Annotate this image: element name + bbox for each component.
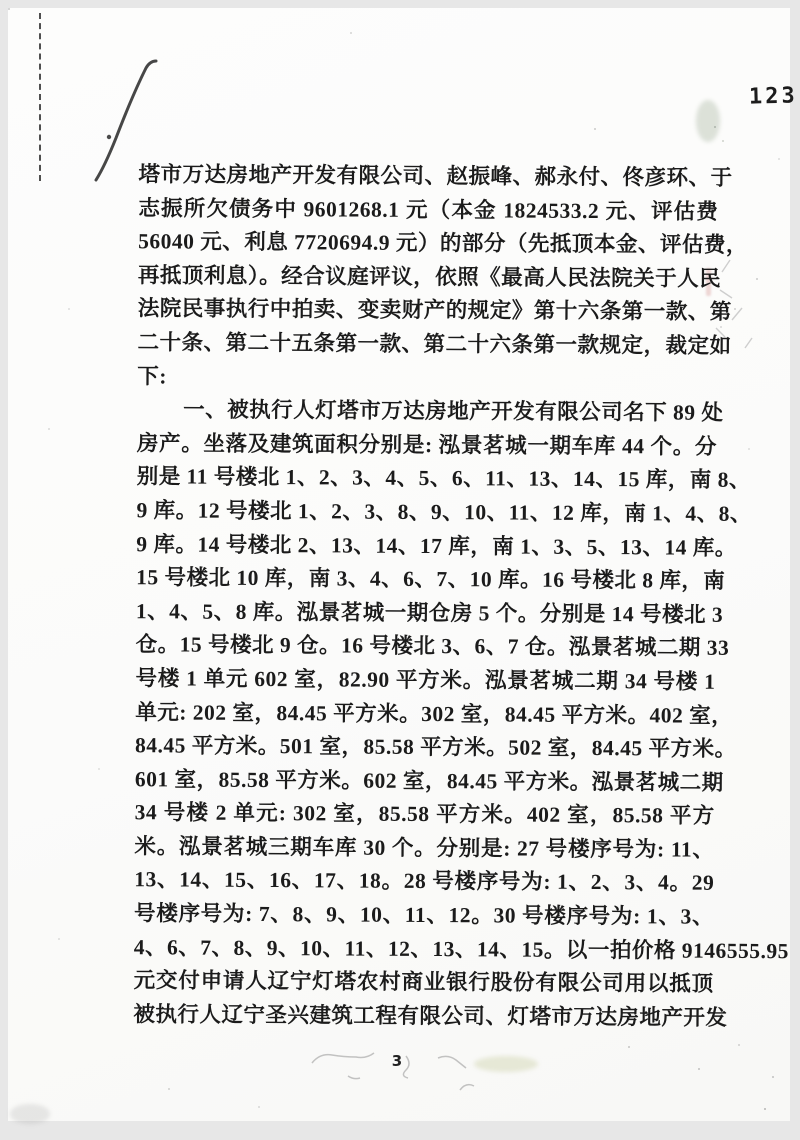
text-block	[133, 158, 789, 1035]
text-line: 9 库。12 号楼北 1、2、3、8、9、10、11、12 库，南 1、4、8、	[136, 498, 753, 526]
text-line: 号楼序号为: 7、8、9、10、11、12。30 号楼序号为: 1、3、	[133, 901, 715, 929]
text-line: 15 号楼北 10 库，南 3、4、6、7、10 库。16 号楼北 8 库，南	[136, 565, 726, 593]
yellow-green-smudge-artifact	[474, 1056, 538, 1072]
text-line: 下:	[137, 363, 168, 388]
gray-smudge-artifact	[10, 1104, 50, 1124]
text-line: 二十条、第二十五条第一款、第二十六条第一款规定，裁定如	[137, 330, 732, 358]
sheet-number-stamp: 123	[748, 83, 799, 110]
text-line: 法院民事执行中拍卖、变卖财产的规定》第十六条第一款、第	[137, 296, 732, 325]
text-line: 别是 11 号楼北 1、2、3、4、5、6、11、13、14、15 库，南 8、	[136, 464, 752, 493]
text-line: 塔市万达房地产开发有限公司、赵振峰、郝永付、佟彦环、于	[138, 162, 733, 190]
text-line: 元交付申请人辽宁灯塔农村商业银行股份有限公司用以抵顶	[133, 968, 714, 997]
margin-smudge-marks	[714, 244, 752, 348]
text-line: 9 库。14 号楼北 2、13、14、17 库，南 1、3、5、13、14 库。	[136, 531, 737, 560]
text-line: 志振所欠债务中 9601268.1 元（本金 1824533.2 元、评估费	[138, 195, 719, 224]
text-line: 34 号楼 2 单元: 302 室，85.58 平方米。402 室，85.58 平方	[134, 800, 715, 829]
text-line: 1、4、5、8 库。泓景茗城一期仓房 5 个。分别是 14 号楼北 3	[135, 598, 724, 627]
text-line: 再抵顶利息）。经合议庭评议，依照《最高人民法院关于人民	[137, 263, 722, 291]
text-line: 56040 元、利息 7720694.9 元）的部分（先抵顶本金、评估费，	[138, 229, 748, 258]
page-number-footer: 3	[391, 1052, 403, 1070]
scan-noise-speckles	[8, 8, 10, 10]
text-line: 号楼 1 单元 602 室，82.90 平方米。泓景茗城二期 34 号楼 1	[135, 666, 716, 694]
text-line: 一、被执行人灯塔市万达房地产开发有限公司名下 89 处	[183, 397, 724, 425]
green-smudge-artifact	[696, 100, 720, 142]
text-line: 4、6、7、8、9、10、11、12、13、14、15。以一拍价格 9146555.95	[133, 934, 789, 963]
text-line: 84.45 平方米。501 室，85.58 平方米。502 室，84.45 平方米。	[135, 733, 737, 761]
text-line: 仓。15 号楼北 9 仓。16 号楼北 3、6、7 仓。泓景茗城二期 33	[135, 632, 730, 661]
text-line: 601 室，85.58 平方米。602 室，84.45 平方米。泓景茗城二期	[134, 766, 724, 795]
text-line: 房产。坐落及建筑面积分别是: 泓景茗城一期车库 44 个。分	[136, 430, 717, 459]
fold-crease-mark	[39, 13, 41, 181]
text-line: 13、14、15、16、17、18。28 号楼序号为: 1、2、3、4。29	[134, 867, 715, 896]
text-line: 被执行人辽宁圣兴建筑工程有限公司、灯塔市万达房地产开发	[133, 1002, 728, 1030]
text-line: 米。泓景茗城三期车库 30 个。分别是: 27 号楼序号为: 11、	[134, 834, 715, 862]
text-line: 单元: 202 室，84.45 平方米。302 室，84.45 平方米。402 室，	[135, 699, 734, 728]
paper-page	[8, 8, 799, 1121]
